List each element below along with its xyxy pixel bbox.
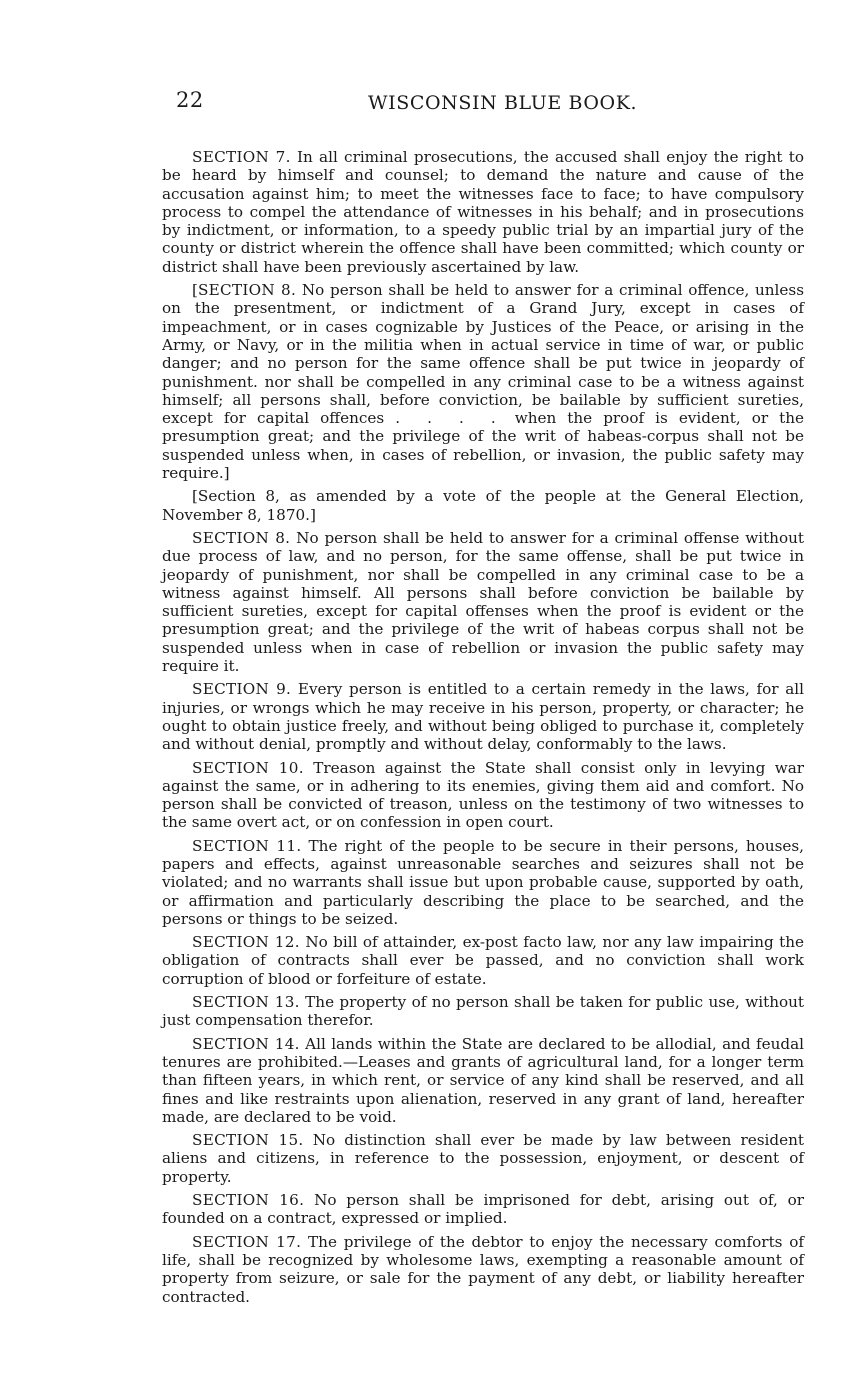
section-8-amended-paragraph bbox=[162, 529, 804, 675]
page-number: 22 bbox=[176, 88, 204, 112]
section-text: No person shall be held to answer for a criminal offense without due process of law, and no person, for the same offense, shall be put twice in jeopardy of punishment, nor shall be compelled in any criminal case to be a witness against himself. All persons shall before conviction be bailable by sufficient sureties, except for capital offenses when the proof is evident or the presumption great; and the privilege of the writ of habeas corpus shall not be suspended unless when in case of rebellion or invasion the public safety may require it. bbox=[162, 528, 804, 676]
section-label: SECTION 8. bbox=[192, 528, 291, 547]
amendment-note bbox=[162, 487, 804, 524]
section-7-paragraph bbox=[162, 148, 804, 276]
section-label: SECTION 16. bbox=[192, 1191, 305, 1210]
section-label: SECTION 7. bbox=[192, 148, 291, 166]
section-label: SECTION 15. bbox=[192, 1131, 304, 1150]
section-label: SECTION 10. bbox=[192, 758, 304, 777]
section-13-paragraph bbox=[162, 993, 804, 1030]
section-label: SECTION 11. bbox=[192, 836, 302, 855]
section-8-original-paragraph bbox=[162, 281, 804, 482]
section-text-continued: when the proof is evident, or the presumption great; and the privilege of the writ of habeas-corpus shall not be suspended unless when, in cases of rebellion, or invasion, the public safety may require.] bbox=[162, 409, 805, 483]
section-label: SECTION 8. bbox=[197, 281, 297, 300]
section-label: SECTION 14. bbox=[192, 1034, 300, 1053]
section-9-paragraph bbox=[162, 680, 804, 753]
section-16-paragraph bbox=[162, 1191, 804, 1228]
section-14-paragraph bbox=[162, 1035, 804, 1126]
section-text: No person shall be imprisoned for debt, arising out of, or founded on a contract, expressed or implied. bbox=[162, 1191, 805, 1228]
section-label: SECTION 17. bbox=[192, 1232, 302, 1251]
section-text: Treason against the State shall consist only in levying war against the same, or in adhering to its enemies, giving them aid and comfort. No person shall be convicted of treason, unless on the testimony of two witnesses to the same overt act, or on confession in open court. bbox=[162, 758, 805, 832]
section-12-paragraph bbox=[162, 933, 804, 988]
section-text: The privilege of the debtor to enjoy the necessary comforts of life, shall be recognized by wholesome laws, exempting a reasonable amount of property from seizure, or sale for the payment of any debt, or liability hereafter contracted. bbox=[162, 1232, 805, 1306]
section-label: SECTION 12. bbox=[192, 933, 300, 952]
section-text: In all criminal prosecutions, the accused shall enjoy the right to be heard by himself and counsel; to demand the nature and cause of the accusation against him; to meet the witnesses face to face; to have compulsory process to compel the attendance of witnesses in his behalf; and in prosecutions by indictment, or information, to a speedy public trial by an impartial jury of the county or district wherein the offence shall have been committed; which county or district shall have been previously ascertained by law. bbox=[162, 148, 805, 276]
body-text bbox=[162, 148, 804, 1311]
ellipsis: . . . . bbox=[395, 409, 504, 428]
bracket-open: [ bbox=[192, 281, 198, 300]
section-text: No bill of attainder, ex-post facto law, nor any law impairing the obligation of contracts shall ever be passed, and no conviction shall work corruption of blood or forfeiture of estate. bbox=[162, 933, 805, 988]
section-11-paragraph bbox=[162, 837, 804, 928]
section-text: No person shall be held to answer for a criminal offence, unless on the presentment, or indictment of a Grand Jury, except in cases of impeachment, or in cases cognizable by Justices of the Peace, or arising in the Army, or Navy, or in the militia when in actual service in time of war, or public danger; and no person for the same offence shall be put twice in jeopardy of punishment. nor shall be compelled in any criminal case to be a witness against himself; all persons shall, before conviction, be bailable by sufficient sureties, except for capital offences bbox=[162, 281, 804, 428]
section-10-paragraph bbox=[162, 759, 804, 832]
section-label: SECTION 9. bbox=[192, 680, 292, 699]
running-head: WISCONSIN BLUE BOOK. bbox=[368, 92, 638, 114]
amendment-note-text: [Section 8, as amended by a vote of the people at the General Election, November 8, 1870.] bbox=[162, 487, 804, 524]
section-text: The property of no person shall be taken for public use, without just compensation therefor. bbox=[162, 993, 805, 1030]
section-17-paragraph bbox=[162, 1233, 804, 1306]
section-text: No distinction shall ever be made by law between resident aliens and citizens, in reference to the possession, enjoyment, or descent of property. bbox=[162, 1131, 804, 1186]
section-15-paragraph bbox=[162, 1131, 804, 1186]
section-text: Every person is entitled to a certain remedy in the laws, for all injuries, or wrongs which he may receive in his person, property, or character; he ought to obtain justice freely, and without being obliged to purchase it, completely and without denial, promptly and without delay, conformably to the laws. bbox=[162, 680, 804, 754]
section-label: SECTION 13. bbox=[192, 993, 300, 1012]
section-text: All lands within the State are declared to be allodial, and feudal tenures are prohibited.—Leases and grants of agricultural land, for a longer term than fifteen years, in which rent, or service of any kind shall be reserved, and all fines and like restraints upon alienation, reserved in any grant of land, hereafter made, are declared to be void. bbox=[162, 1034, 805, 1126]
section-text: The right of the people to be secure in their persons, houses, papers and effects, against unreasonable searches and seizures shall not be violated; and no warrants shall issue but upon probable cause, supported by oath, or affirmation and particularly describing the place to be searched, and the persons or things to be seized. bbox=[162, 836, 805, 928]
